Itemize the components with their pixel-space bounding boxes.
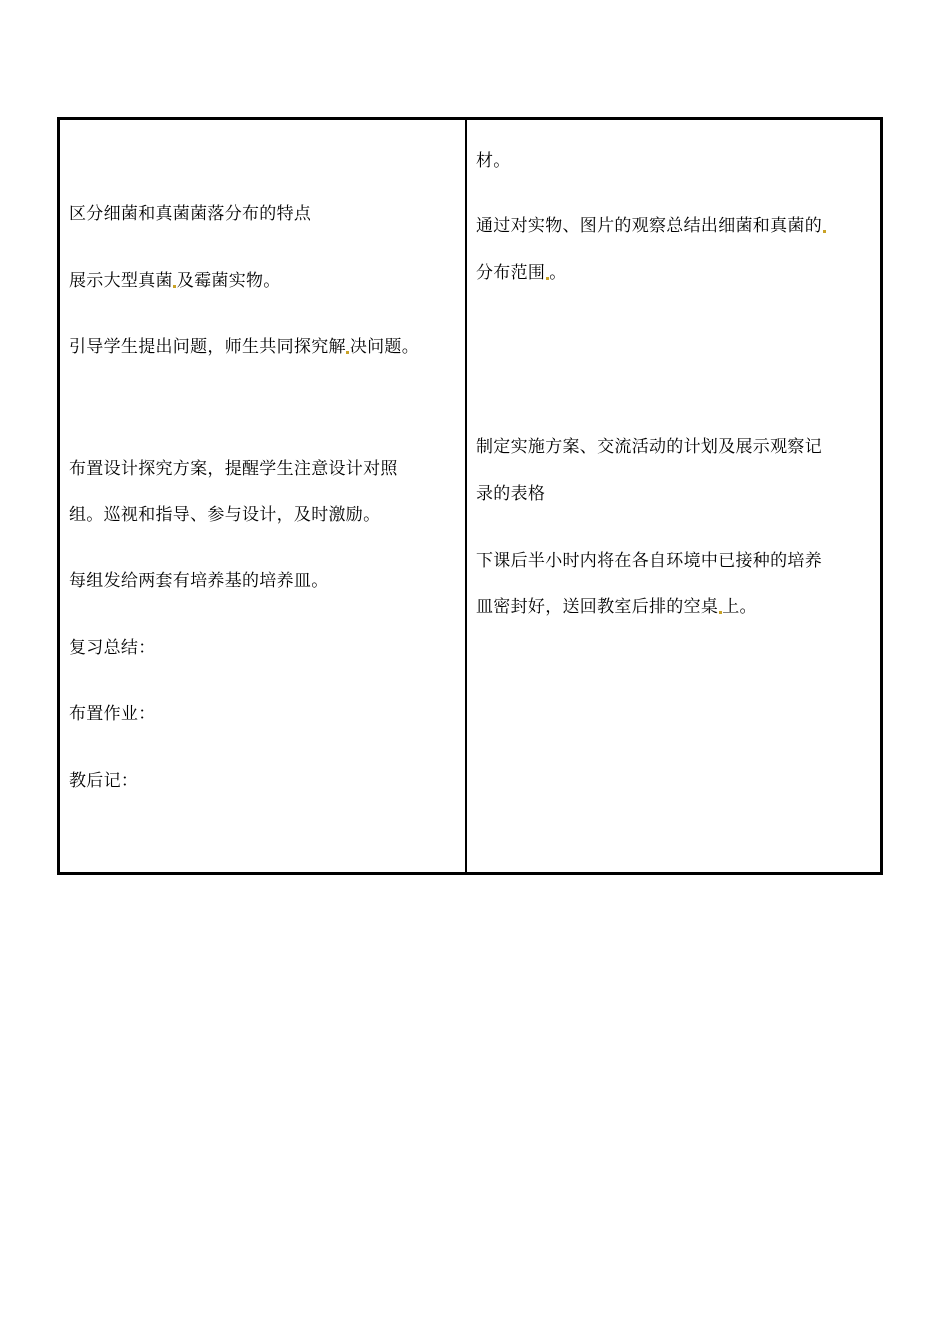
text-line: 组。巡视和指导、参与设计，及时激励。	[69, 505, 381, 525]
text-line: 分布范围 。	[476, 263, 567, 283]
text-line: 教后记：	[69, 771, 139, 791]
text-line: 录的表格	[476, 484, 546, 504]
lesson-plan-table	[57, 117, 883, 875]
text-line: 引导学生提出问题，师生共同探究解 决问题。	[69, 337, 420, 357]
text-line: 每组发给两套有培养基的培养皿。	[69, 571, 329, 591]
text-line: 材。	[476, 151, 511, 171]
text-line: 皿密封好，送回教室后排的空桌 上。	[476, 597, 757, 617]
text-line: 区分细菌和真菌菌落分布的特点	[69, 204, 312, 224]
text-line: 通过对实物、图片的观察总结出细菌和真菌的	[476, 216, 826, 236]
text-line: 复习总结：	[69, 638, 156, 658]
text-line: 下课后半小时内将在各自环境中已接种的培养	[476, 551, 822, 571]
text-line: 布置作业：	[69, 704, 156, 724]
teacher-activity-column	[60, 120, 467, 872]
student-activity-column	[467, 120, 880, 872]
text-line: 制定实施方案、交流活动的计划及展示观察记	[476, 437, 822, 457]
text-line: 展示大型真菌 及霉菌实物。	[69, 271, 281, 291]
edit-mark-icon	[823, 230, 826, 233]
text-line: 布置设计探究方案，提醒学生注意设计对照	[69, 459, 398, 479]
